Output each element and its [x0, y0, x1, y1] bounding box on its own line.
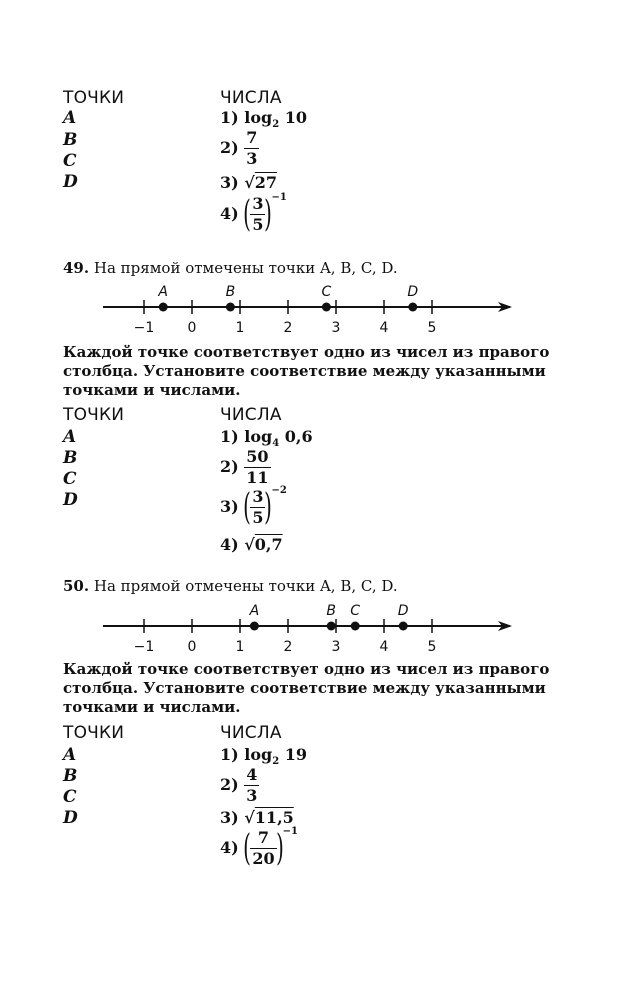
point-marker [226, 303, 235, 312]
radicand: 11,5 [254, 808, 294, 827]
problem-50-paragraph: Каждой точке соответствует одно из чисел из правого столбца. Установите соответствие между указанными точками и числами. [63, 660, 550, 716]
left-paren-icon: ( [243, 193, 252, 235]
option-prefix: 1) log [220, 108, 273, 127]
denominator: 3 [246, 786, 258, 805]
log-base: 4 [272, 438, 280, 450]
denominator: 20 [252, 849, 275, 868]
point-label: A [63, 745, 77, 765]
log-base: 2 [272, 756, 280, 768]
denominator: 11 [246, 468, 269, 487]
log-argument: 0,6 [284, 427, 313, 446]
numbers-header: ЧИСЛА [220, 88, 282, 108]
option-prefix: 4) √ [220, 535, 255, 554]
right-paren-icon: ) [264, 193, 273, 235]
radicand: 27 [254, 173, 278, 192]
option-3 [220, 485, 287, 528]
problem-number: 49. [63, 259, 90, 277]
point-marker [408, 303, 417, 312]
number-line-50 [0, 597, 644, 657]
denominator: 5 [252, 215, 264, 234]
option-3 [220, 808, 294, 827]
points-header: ТОЧКИ [63, 723, 125, 743]
point-marker [322, 303, 331, 312]
option-1 [220, 427, 313, 449]
tick-label: 5 [427, 639, 437, 655]
exponent: −2 [271, 485, 287, 496]
left-paren-icon: ( [243, 486, 252, 528]
tick-label: 4 [379, 639, 389, 655]
numerator: 3 [252, 194, 264, 213]
option-2 [220, 130, 259, 167]
problem-49-paragraph: Каждой точке соответствует одно из чисел из правого столбца. Установите соответствие между указанными точками и числами. [63, 343, 550, 399]
exponent: −1 [282, 826, 298, 837]
point-marker [159, 303, 168, 312]
option-3 [220, 173, 277, 192]
point-label: C [63, 469, 77, 489]
option-prefix: 4) [220, 838, 239, 857]
tick-label: 4 [379, 320, 389, 336]
point-letter: B [326, 603, 337, 619]
point-label: B [63, 766, 78, 786]
point-letter: C [321, 284, 332, 300]
numerator: 7 [246, 128, 258, 147]
tick-label: 3 [331, 320, 341, 336]
point-marker [327, 622, 336, 631]
option-prefix: 2) [220, 138, 239, 157]
point-letter: D [397, 603, 409, 619]
option-4 [220, 192, 287, 235]
problem-text: На прямой отмечены точки A, B, C, D. [93, 577, 398, 595]
option-2 [220, 449, 271, 486]
point-label: D [63, 808, 78, 828]
denominator: 5 [252, 508, 264, 527]
point-letter: B [225, 284, 236, 300]
tick-label: 0 [187, 320, 197, 336]
tick-label: 1 [235, 639, 245, 655]
point-letter: A [158, 284, 168, 300]
fraction [244, 130, 259, 167]
option-prefix: 1) log [220, 427, 273, 446]
option-prefix: 3) [220, 497, 239, 516]
option-prefix: 2) [220, 457, 239, 476]
numerator: 4 [246, 765, 258, 784]
log-argument: 10 [284, 108, 308, 127]
tick-label: 2 [283, 639, 293, 655]
option-prefix: 1) log [220, 745, 273, 764]
option-prefix: 3) √ [220, 808, 255, 827]
denominator: 3 [246, 149, 258, 168]
point-label: C [63, 787, 77, 807]
tick-label: −1 [133, 320, 155, 336]
right-paren-icon: ) [275, 827, 284, 869]
log-argument: 19 [284, 745, 308, 764]
tick-label: 5 [427, 320, 437, 336]
point-label: B [63, 448, 78, 468]
tick-label: 2 [283, 320, 293, 336]
option-prefix: 2) [220, 775, 239, 794]
problem-50-statement [63, 577, 398, 595]
numerator: 50 [246, 447, 269, 466]
option-1 [220, 745, 307, 767]
point-label: D [63, 490, 78, 510]
fraction [244, 449, 270, 486]
option-prefix: 4) [220, 204, 239, 223]
radicand: 0,7 [254, 535, 283, 554]
right-paren-icon: ) [264, 486, 273, 528]
number-line-49 [0, 278, 644, 338]
numerator: 7 [250, 830, 276, 849]
point-label: A [63, 427, 77, 447]
point-label: D [63, 172, 78, 192]
option-prefix: 3) √ [220, 173, 255, 192]
problem-number: 50. [63, 577, 90, 595]
point-letter: D [407, 284, 419, 300]
option-4 [220, 826, 298, 869]
fraction [250, 830, 276, 867]
option-1 [220, 108, 307, 130]
point-label: A [63, 108, 77, 128]
tick-label: −1 [133, 639, 155, 655]
point-label: C [63, 151, 77, 171]
point-marker [351, 622, 360, 631]
tick-label: 0 [187, 639, 197, 655]
point-label: B [63, 130, 78, 150]
exponent: −1 [271, 192, 287, 203]
left-paren-icon: ( [243, 827, 252, 869]
numbers-header: ЧИСЛА [220, 723, 282, 743]
log-base: 2 [272, 119, 280, 131]
problem-text: На прямой отмечены точки A, B, C, D. [93, 259, 398, 277]
point-letter: C [350, 603, 361, 619]
tick-label: 3 [331, 639, 341, 655]
option-2 [220, 767, 259, 804]
numerator: 3 [252, 487, 264, 506]
point-marker [250, 622, 259, 631]
tick-label: 1 [235, 320, 245, 336]
problem-49-statement [63, 259, 398, 277]
point-letter: A [249, 603, 260, 619]
points-header: ТОЧКИ [63, 88, 125, 108]
point-marker [399, 622, 408, 631]
option-4 [220, 535, 283, 554]
fraction [244, 767, 259, 804]
numbers-header: ЧИСЛА [220, 405, 282, 425]
points-header: ТОЧКИ [63, 405, 125, 425]
